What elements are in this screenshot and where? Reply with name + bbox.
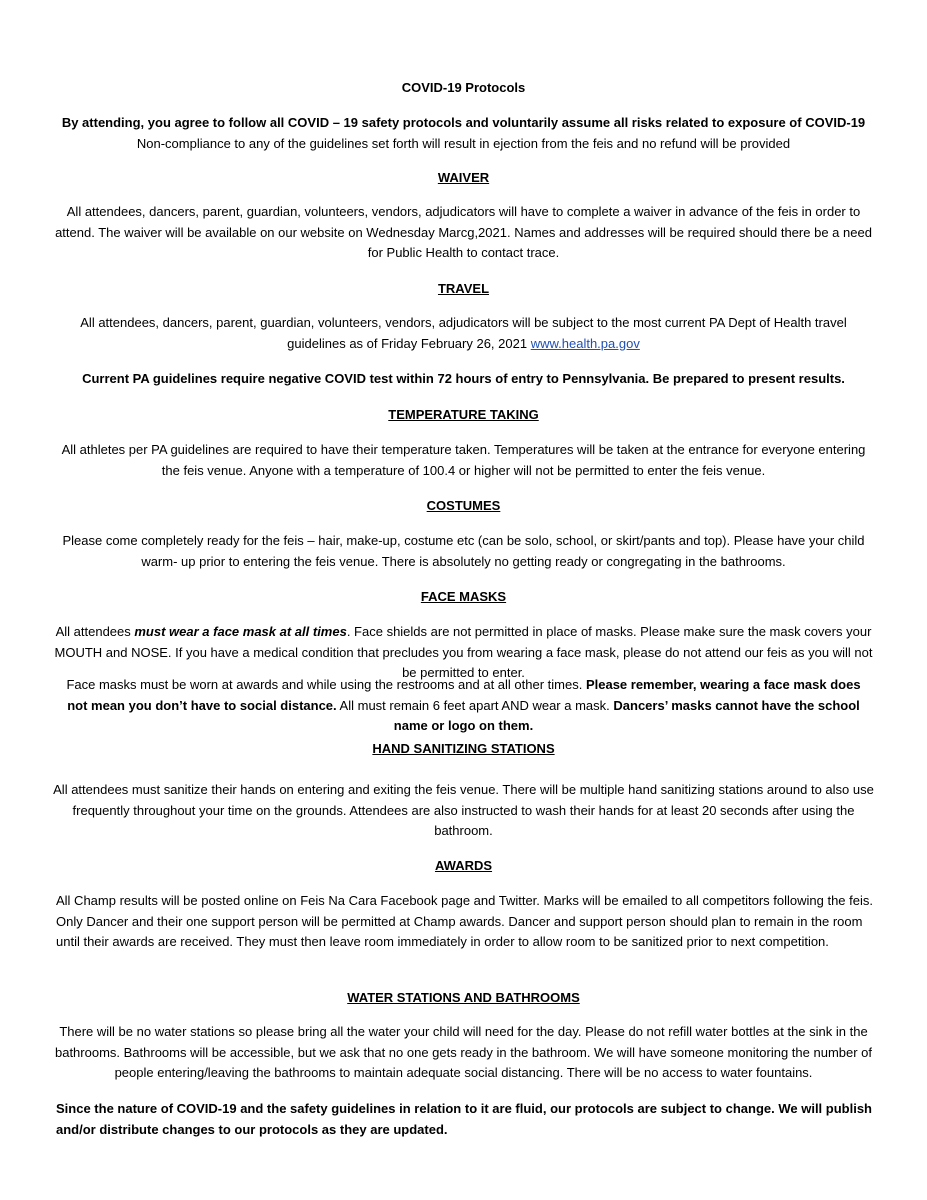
intro-agreement: By attending, you agree to follow all COVID – 19 safety protocols and voluntarily assume all risks related to exposure of COVID-19 — [61, 115, 866, 130]
page-title: COVID-19 Protocols — [401, 80, 526, 95]
intro-noncompliance: Non-compliance to any of the guidelines set forth will result in ejection from the feis and no refund will be provided — [136, 135, 791, 151]
temperature-text: All athletes per PA guidelines are required to have their temperature taken. Temperatures will be taken at the entrance for everyone entering the feis venue. Anyone with a temperature of 100.4 or higher will not be permitted to enter the feis venue. — [61, 442, 866, 478]
waiver-text: All attendees, dancers, parent, guardian, volunteers, vendors, adjudicators will have to complete a waiver in advance of the feis in order to attend. The waiver will be available on our website on Wednesday Marcg,2021. Names and addresses will be required should there be a need for Public Health to contact trace. — [55, 204, 872, 260]
water-text: There will be no water stations so please bring all the water your child will need for the day. Please do not refill water bottles at the sink in the bathrooms. Bathrooms will be accessible, but we ask that no one gets ready in the bathroom. We will have someone monitoring the number of people entering/leaving the bathrooms to maintain adequate social distancing. There will be no access to water fountains. — [54, 1024, 873, 1080]
travel-test-note: Current PA guidelines require negative COVID test within 72 hours of entry to Pennsylvania. Be prepared to present results. — [82, 371, 845, 386]
masks-p2-start: Face masks must be worn at awards and while using the restrooms and at all other times. — [66, 677, 586, 692]
health-website-link[interactable]: www.health.pa.gov — [530, 335, 640, 351]
intro-section — [44, 113, 883, 154]
water-heading: WATER STATIONS AND BATHROOMS — [347, 990, 580, 1005]
masks-logo-note: Dancers’ masks cannot have the school name or logo on them. — [393, 697, 860, 733]
awards-text: All Champ results will be posted online on Feis Na Cara Facebook page and Twitter. Marks will be emailed to all competitors following the feis. Only Dancer and their one support person will be permitted at Champ awards. Dancer and support person should plan to remain in the room until their awards are received. They must then leave room immediately in order to allow room to be sanitized prior to next competition. — [56, 893, 873, 949]
sanitizing-heading: HAND SANITIZING STATIONS — [372, 741, 555, 756]
travel-body: All attendees, dancers, parent, guardian, volunteers, vendors, adjudicators will be subject to the most current PA Dept of Health travel guidelines as of Friday February 26, 2021 — [80, 315, 847, 351]
sanitizing-text: All attendees must sanitize their hands on entering and exiting the feis venue. There will be multiple hand sanitizing stations around to also use frequently throughout your time on the grounds. Attendees are also instructed to wash their hands for at least 20 seconds after using the bathroom. — [53, 782, 874, 838]
travel-text — [60, 313, 867, 354]
face-masks-heading: FACE MASKS — [420, 589, 507, 604]
costumes-text: Please come completely ready for the feis – hair, make-up, costume etc (can be solo, school, or skirt/pants and top). Please have your child warm- up prior to entering the feis venue. There is absolutely no getting ready or congregating in the bathrooms. — [62, 533, 865, 569]
face-masks-paragraph-2 — [60, 675, 867, 737]
closing-statement: Since the nature of COVID-19 and the safety guidelines in relation to it are fluid, our protocols are subject to change. We will publish and/or distribute changes to our protocols as they are updated. — [56, 1101, 872, 1137]
awards-heading: AWARDS — [434, 858, 493, 873]
costumes-heading: COSTUMES — [426, 498, 501, 513]
waiver-heading: WAIVER — [437, 170, 490, 185]
travel-heading: TRAVEL — [437, 281, 490, 296]
masks-p1-start: All attendees — [55, 624, 135, 639]
masks-social-distance-note: Please remember, wearing a face mask does not mean you don’t have to social distance. — [67, 677, 861, 713]
masks-p2-middle: All must remain 6 feet apart AND wear a mask. — [336, 697, 614, 713]
temperature-heading: TEMPERATURE TAKING — [388, 407, 539, 422]
masks-p1-rest: . Face shields are not permitted in place of masks. Please make sure the mask covers your MOUTH and NOSE. If you have a medical condition that precludes you from wearing a face mask, please do not attend our feis as you will not be permitted to enter. — [54, 624, 873, 680]
masks-emphasis: must wear a face mask at all times — [134, 624, 347, 639]
